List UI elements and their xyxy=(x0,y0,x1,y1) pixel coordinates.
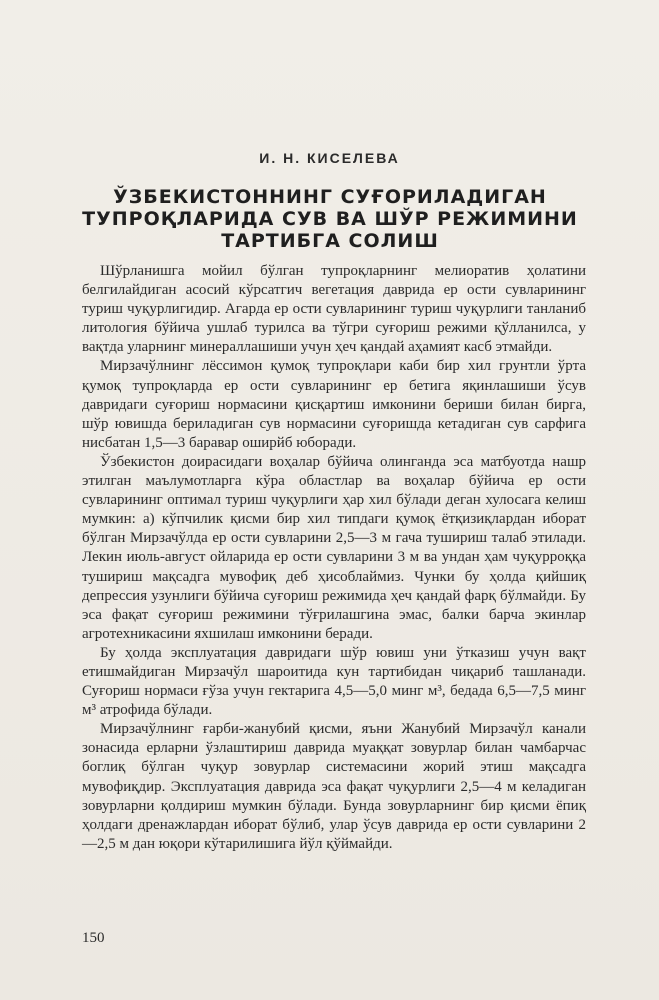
title-line: ЎЗБЕКИСТОННИНГ СУҒОРИЛАДИГАН xyxy=(113,186,547,208)
paragraph: Ўзбекистон доирасидаги воҳалар бўйича олинганда эса матбуотда нашр этилган маълумотларга кўра областлар ва воҳалар бўйича ер ости сувларининг оптимал туриш чуқурлиги ҳар хил бўлади деган хулосага келиш мумкин: а) кўпчилик қисми бир хил типдаги қумоқ ётқизиқлардан иборат бўлган Мирзачўлда ер ости сувларини 2,5—3 м гача тушириш талаб этилади. Лекин июль-август ойларида ер ости сувларини 3 м ва ундан ҳам чуқурроққа тушириш мақсадга мувофиқ деб ҳисоблаймиз. Чунки бу ҳолда қийшиқ депрессия узунлиги бўйича суғориш режимида ҳеч қандай фарқ бўлмайди. Бу эса фақат суғориш режимини тўғрилашгина эмас, балки барча экинлар агротехникасини яхшилаш имконини беради. xyxy=(82,453,586,642)
paragraph: Бу ҳолда эксплуатация давридаги шўр ювиш уни ўтказиш учун вақт етишмайдиган Мирзачўл шароитида кун тартибидан чиқариб ташланади. Суғориш нормаси ғўза учун гектарига 4,5—5,0 минг м³, бедада 6,5—7,5 минг м³ атрофида бўлади. xyxy=(82,644,586,719)
article-title xyxy=(70,186,590,252)
paragraph: Мирзачўлнинг лёссимон қумоқ тупроқлари каби бир хил грунтли ўрта қумоқ тупроқларда ер ости сувларининг ер бетига яқинлашиши ўсув давридаги суғориш нормасини қисқартиш имконини бериши билан бирга, шўр ювишда бериладиган сув нормасини суғоришда кетадиган сув сарфига нисбатан 1,5—3 баравар оширйб юборади. xyxy=(82,358,586,451)
article-body xyxy=(82,262,586,854)
paragraph: Шўрланишга мойил бўлган тупроқларнинг мелиоратив ҳолатини белгилайдиган асосий кўрсатгич вегетация даврида ер ости сувларининг туриш чуқурлигидир. Агарда ер ости сувларининг туриш чуқурлиги танланиб литология бўйича ушлаб турилса ва тўгри суғориш режими қўлланилса, у вақтда уларнинг минераллашиши учун ҳеч қандай аҳамият касб этмайди. xyxy=(82,263,586,356)
paragraph: Мирзачўлнинг ғарби-жанубий қисми, яъни Жанубий Мирзачўл канали зонасида ерларни ўзлаштириш даврида муаққат зовурлар билан чамбарчас боглиқ бўлган чуқур зовурлар системасини жорий этиш мақсадга мувофиқдир. Эксплуатация даврида эса фақат чуқурлиги 2,5—4 м келадиган зовурларни қолдириш мумкин бўлади. Бунда зовурларнинг бир қисми ёпиқ ҳолдаги дренажлардан иборат бўлиб, улар ўсув даврида ер ости сувларини 2—2,5 м дан юқори кўтарилишига йўл қўймайди. xyxy=(82,721,586,852)
title-line: ТАРТИБГА СОЛИШ xyxy=(221,230,439,252)
page-number: 150 xyxy=(82,930,105,946)
title-line: ТУПРОҚЛАРИДА СУВ ВА ШЎР РЕЖИМИНИ xyxy=(82,208,578,230)
author-name: И. Н. КИСЕЛЕВА xyxy=(259,150,400,166)
